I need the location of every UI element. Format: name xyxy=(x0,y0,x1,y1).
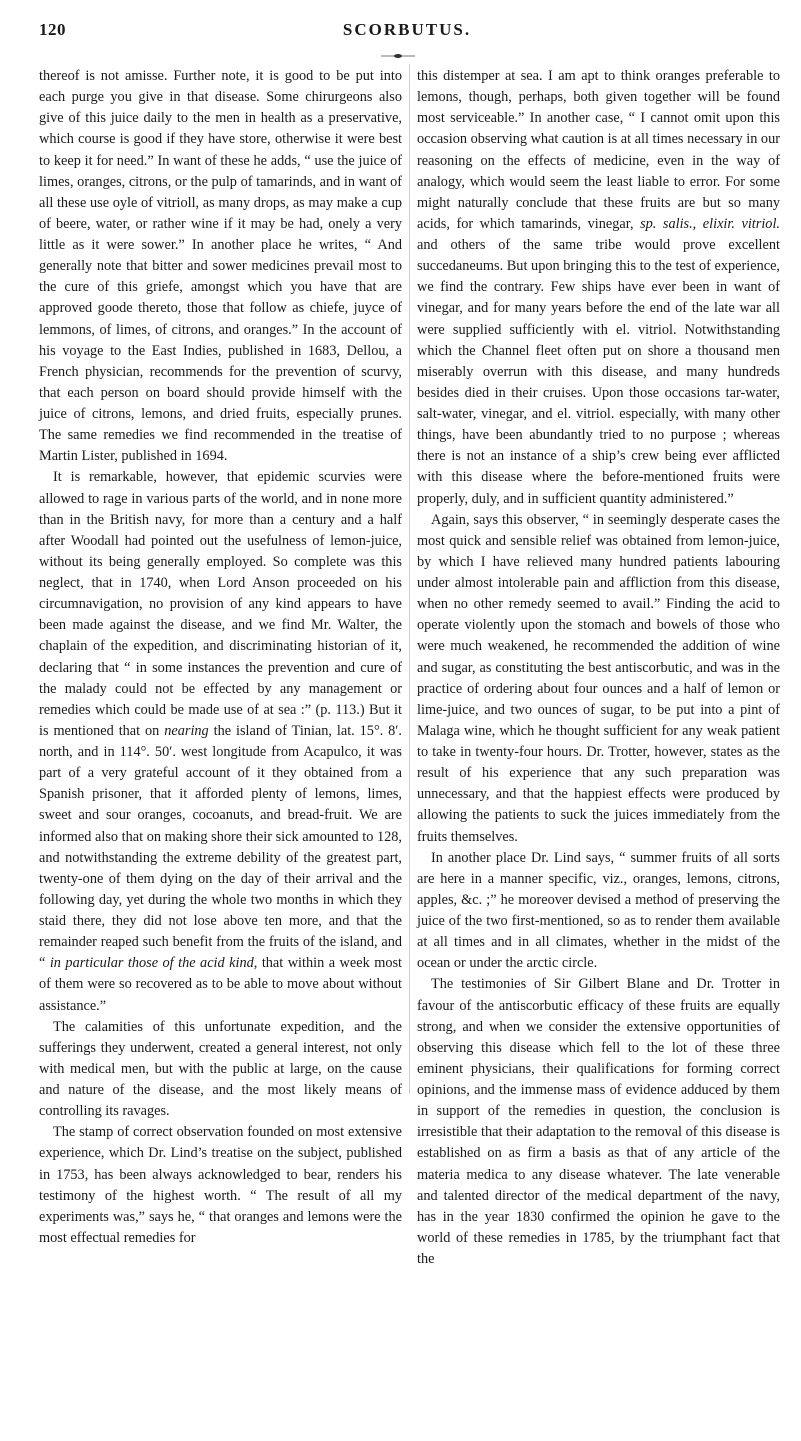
paragraph-text: and others of the same tribe would prove excellent succedaneums. But upon bringing this to the test of experience, we find the contrary. Few ships have ever been in want of vinegar, and for many years before the end of the late war all were supplied sufficiently with el. vitriol. Notwithstanding which the Channel fleet often put on shore a thousand men miserably overrun with this disease, and many hundreds besides died in their cruises. Upon those occasions tar-water, salt-water, vinegar, and el. vitriol. especially, with many other things, have been abundantly tried to no purpose ; whereas there is not an instance of a ship’s crew being ever afflicted with this disease where the before-mentioned fruits were properly, duly, and in sufficient quantity administered.” xyxy=(417,237,780,507)
paragraph-text: thereof is not amisse. Further note, it is good to be put into each purge you give in that disease. Some chirurgeons also give of this juice daily to the men in health as a preservative, which course is good if they have store, otherwise it were best to keep it for need.” In want of these he adds, “ use the juice of limes, oranges, citrons, or the pulp of tamarinds, and in want of all these use oyle of vitrioll, as many drops, as may make a cup of beere, water, or rather wine if it may be had, onely a very little as it were sower.” In another place he writes, “ And generally note that bitter and sower medicines prevail most to the cure of this griefe, amongst which you have that are approved goode thereto, those that follow as chiefe, juyce of lemmons, of limes, of citrons, and oranges.” In the account of his voyage to the East Indies, published in 1683, Dellou, a French physician, recommends for the prevention of scurvy, that each person on board should provide himself with the juice of citrons, lemons, and dried fruits, especially prunes. The same remedies we find recommended in the treatise of Martin Lister, published in 1694. xyxy=(39,68,402,465)
paragraph xyxy=(417,974,780,1270)
paragraph-text: In another place Dr. Lind says, “ summer fruits of all sorts are here in a manner specific, viz., oranges, lemons, citrons, apples, &c. ;” he moreover devised a method of preserving the juice of the two first-mentioned, so as to render them available at all times and in all climates, whether in the midst of the ocean or under the arctic circle. xyxy=(417,849,780,972)
paragraph-text: this distemper at sea. I am apt to think oranges preferable to lemons, though, perhaps, both given together will be found most serviceable.” In another case, “ I cannot omit upon this occasion observing what caution is at all times necessary in our reasoning on the effects of medicine, even in the way of analogy, which would seem the least liable to error. For some might naturally conclude that these fruits are but so many acids, for which tamarinds, vinegar, xyxy=(417,68,780,232)
paragraph-text: that within a week most of them were so recovered as to be able to move about without assistance.” xyxy=(39,955,402,1014)
page-number: 120 xyxy=(39,20,66,39)
paragraph-text: The stamp of correct observation founded on most extensive experience, which Dr. Lind’s treatise on the subject, published in 1753, has been always acknowledged to bear, renders his testimony of the highest worth. “ The result of all my experiments was,” says he, “ that oranges and lemons were the most effectual remedies for xyxy=(39,1124,402,1246)
paragraph-text: The calamities of this unfortunate expedition, and the sufferings they underwent, created a general interest, not only with medical men, but with the public at large, on the cause and nature of the disease, and the most likely means of controlling its ravages. xyxy=(39,1018,402,1120)
right-column xyxy=(417,66,780,1270)
paragraph xyxy=(39,1122,402,1249)
left-column xyxy=(39,66,402,1249)
paragraph xyxy=(39,1017,402,1123)
paragraph-text: It is remarkable, however, that epidemic scurvies were allowed to rage in various parts of the world, and in none more than in the British navy, for more than a century and a half after Woodall had pointed out the usefulness of lemon-juice, without its being generally employed. So complete was this neglect, that in 1740, when Lord Anson proceeded on his circumnavigation, no provision of any kind appears to have been made against the disease, and we find Mr. Walter, the chaplain of the expedition, and discriminating historian of it, declaring that “ in some instances the prevention and cure of the malady could not be effected by any management or remedies which could be made use of at sea :” (p. 113.) But it is mentioned that on xyxy=(39,469,402,739)
paragraph-text: the island of Tinian, lat. 15°. 8′. north, and in 114°. 50′. west longitude from Acapulco, it was part of a very grateful account of it they obtained from a Spanish prisoner, that it afforded plenty of lemons, limes, sweet and sour oranges, cocoanuts, and bread-fruit. We are informed also that on making shore their sick amounted to 128, and notwithstanding the extreme debility of the greatest part, twenty-one of them dying on the day of their arrival and the following day, yet during the whole two months in which they staid there, they did not lose above ten more, and that the remainder reaped such benefit from the fruits of the island, and “ xyxy=(39,722,402,972)
italic-text: in particular those of the acid kind, xyxy=(49,955,258,972)
running-head: SCORBUTUS. xyxy=(342,20,472,39)
column-divider xyxy=(409,64,410,1094)
paragraph xyxy=(417,66,780,510)
paragraph-text: The testimonies of Sir Gilbert Blane and Dr. Trotter in favour of the antiscorbutic efficacy of these fruits are equally strong, and when we consider the extensive opportunities of observing this disease which fell to the lot of these three eminent physicians, their qualifications for forming correct opinions, and the immense mass of evidence adduced by them in support of the remedies in question, the conclusion is irresistible that their adaptation to the removal of this disease is established on as firm a basis as that of any article of the materia medica to any disease whatever. The late venerable and talented director of the medical department of the navy, has in the year 1830 confirmed the opinion he gave to the world of these remedies in 1785, by the triumphant fact that the xyxy=(417,976,780,1267)
paragraph xyxy=(417,510,780,848)
paragraph xyxy=(39,66,402,467)
ornament-rule xyxy=(381,53,415,59)
italic-text: nearing xyxy=(164,722,209,739)
paragraph xyxy=(417,848,780,975)
italic-text: sp. salis., elixir. vitriol. xyxy=(640,215,780,232)
page-header xyxy=(39,20,775,50)
paragraph-text: Again, says this observer, “ in seemingly desperate cases the most quick and sensible relief was obtained from lemon-juice, by which I have relieved many hundred patients labouring under almost intolerable pain and affliction from this disease, when no other remedy seemed to avail.” Finding the acid to operate violently upon the stomach and bowels of those who were much weakened, he recommended the addition of wine and sugar, as constituting the best antiscorbutic, and was in the practice of ordering about four ounces and a half of lemon or lime-juice, and two ounces of sugar, to be put into a pint of Malaga wine, which he thought sufficient for any weak patient to take in twenty-four hours. Dr. Trotter, however, states as the result of his experience that any such preparation was unnecessary, and that the happiest effects were produced by allowing the patients to suck the juices immediately from the fruits themselves. xyxy=(417,511,780,845)
paragraph xyxy=(39,467,402,1016)
